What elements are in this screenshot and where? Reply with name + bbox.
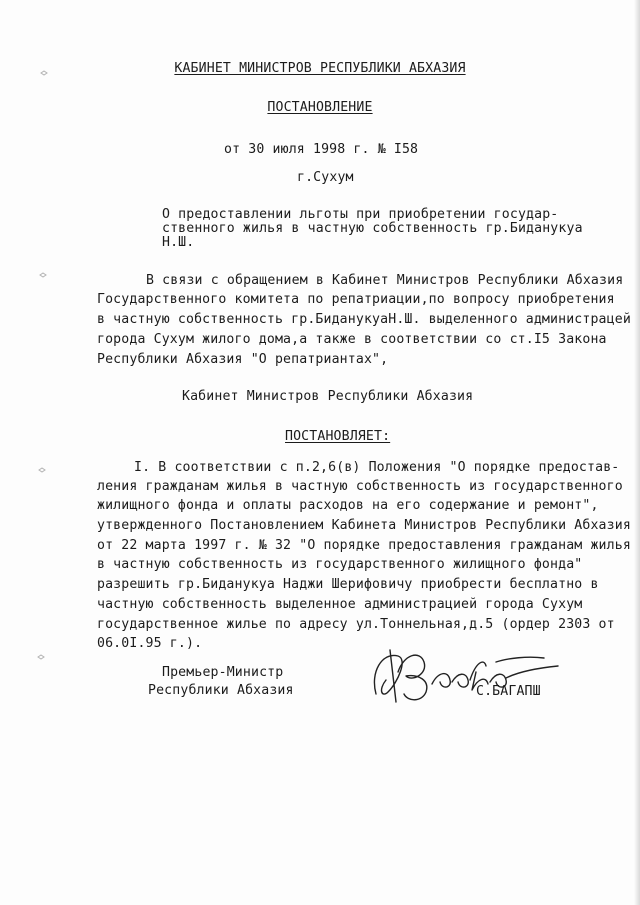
subject-line-2: ственного жилья в частную собственность гр.Биданукуа — [162, 221, 583, 236]
date-and-number: от 30 июля 1998 г. № I58 — [224, 142, 419, 157]
margin-mark-4 — [37, 654, 45, 660]
signatory-name: С.БАГАПШ — [476, 684, 541, 699]
place: г.Сухум — [297, 170, 354, 185]
page-edge-shadow — [634, 0, 640, 905]
decree-word: ПОСТАНОВЛЯЕТ: — [285, 429, 391, 444]
clause-line-10: 06.0I.95 г.). — [97, 636, 203, 651]
preamble-line-3: в частную собственность гр.БиданукуаН.Ш. выделенного администрацей — [97, 312, 631, 327]
subject-line-1: О предоставлении льготы при приобретении государ- — [162, 207, 559, 222]
preamble-line-4: города Сухум жилого дома,а также в соответствии со ст.I5 Закона — [97, 332, 607, 347]
organization-heading: КАБИНЕТ МИНИСТРОВ РЕСПУБЛИКИ АБХАЗИЯ — [174, 61, 466, 76]
clause-line-7: разрешить гр.Биданукуа Наджи Шерифовичу приобрести бесплатно в — [97, 577, 599, 592]
clause-line-5: от 22 марта 1997 г. № 32 "О порядке предоставления гражданам жилья — [97, 538, 631, 553]
margin-mark-3 — [38, 467, 46, 473]
clause-line-1: I. В соответствии с п.2,6(в) Положения "О порядке предостав- — [134, 460, 620, 475]
document-type-heading: ПОСТАНОВЛЕНИЕ — [267, 100, 373, 115]
preamble-line-5: Республики Абхазия "О репатриантах", — [97, 352, 389, 367]
preamble-line-2: Государственного комитета по репатриации,по вопросу приобретения — [97, 292, 615, 307]
clause-line-4: утвержденного Постановлением Кабинета Министров Республики Абхазия — [97, 518, 631, 533]
clause-line-2: ления гражданам жилья в частную собственность из государственного — [97, 479, 623, 494]
preamble-line-1: В связи с обращением в Кабинет Министров Республики Абхазия — [146, 273, 624, 288]
signatory-title-line-2: Республики Абхазия — [148, 683, 294, 698]
clause-line-6: в частную собственность из государственного жилищного фонда" — [97, 557, 583, 572]
handwritten-signature — [368, 632, 568, 712]
clause-line-8: частную собственность выделенное администрацией города Сухум — [97, 597, 583, 612]
subject-line-3: Н.Ш. — [162, 235, 195, 250]
issuer: Кабинет Министров Республики Абхазия — [182, 389, 474, 404]
signatory-title-line-1: Премьер-Министр — [162, 665, 284, 680]
margin-mark-2 — [39, 272, 47, 278]
clause-line-9: государственное жилье по адресу ул.Тоннельная,д.5 (ордер 2303 от — [97, 617, 615, 632]
clause-line-3: жилищного фонда и оплаты расходов на его содержание и ремонт", — [97, 498, 599, 513]
